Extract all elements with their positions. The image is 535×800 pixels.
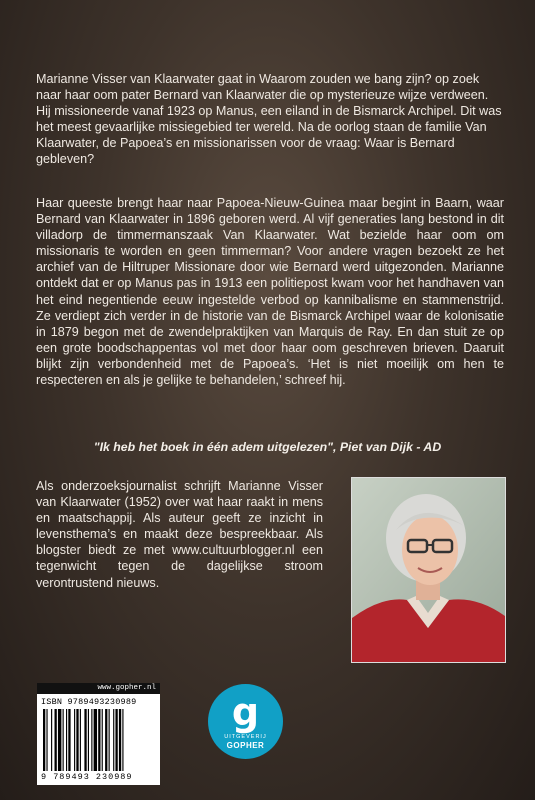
publisher-name-line1: UITGEVERIJ bbox=[224, 734, 267, 740]
barcode-bar bbox=[115, 709, 117, 771]
barcode-bar bbox=[51, 709, 52, 771]
barcode-bar bbox=[43, 709, 45, 771]
barcode-bar bbox=[113, 709, 114, 771]
barcode-bar bbox=[74, 709, 75, 771]
barcode-bar bbox=[119, 709, 121, 771]
barcode-bar bbox=[88, 709, 89, 771]
blurb-paragraph-2: Haar queeste brengt haar naar Papoea-Nieuw-Guinea maar begint in Baarn, waar Bernard van Klaarwater in 1896 geboren werd. Al vijf generaties lang bestond in dit villadorp de timmermanszaak Van Klaarwater. Wat bezielde haar oom om missionaris te worden en geen timmerman? Voor andere vragen bezoekt ze het archief van de Hiltruper Missionare door wie Bernard werd uitgezonden. Marianne ontdekt dat er op Manus pas in 1913 een politiepost kwam voor het handhaven van het eind negentiende eeuw ingestelde verbod op kannibalisme en stammenstrijd. Ze verdiept zich verder in de historie van de Bismarck Archipel waar de kolonisatie in 1879 begon met de zwendelpraktijken van Marquis de Ray. En dan stuit ze op een grote boodschappentas vol met door haar oom geschreven brieven. Daaruit blijkt zijn verbondenheid met de Papoea’s. ‘Het is niet moeilijk om hen te respecteren en als je gelijke te behandelen,’ schreef hij. bbox=[36, 196, 504, 388]
barcode-bar bbox=[58, 709, 61, 771]
barcode-bar bbox=[68, 709, 70, 771]
barcode-bar bbox=[105, 709, 107, 771]
author-photo bbox=[352, 478, 505, 662]
blurb-paragraph-1: Marianne Visser van Klaarwater gaat in Waarom zouden we bang zijn? op zoek naar haar oom pater Bernard van Klaarwater die op mysterieuze wijze verdween. Hij missioneerde vanaf 1923 op Manus, een eiland in de Bismarck Archipel. Dit was het meest gevaarlijke missiegebied ter wereld. Na de oorlog staan de familie Van Klaarwater, de Papoea’s en missionarissen voor de vraag: Waar is Bernard gebleven? bbox=[36, 72, 502, 167]
isbn-label: ISBN 9789493230989 bbox=[41, 697, 137, 707]
isbn-digits: 9 789493 230989 bbox=[41, 772, 133, 782]
barcode-bar bbox=[63, 709, 64, 771]
barcode-bar bbox=[102, 709, 103, 771]
publisher-website: www.gopher.nl bbox=[37, 683, 160, 694]
barcode-bar bbox=[55, 709, 57, 771]
barcode-bar bbox=[91, 709, 92, 771]
barcode-panel bbox=[37, 694, 160, 785]
barcode-bars bbox=[43, 709, 154, 771]
barcode bbox=[37, 683, 160, 785]
barcode-bar bbox=[46, 709, 47, 771]
publisher-logo bbox=[208, 684, 283, 759]
barcode-bar bbox=[66, 709, 67, 771]
barcode-bar bbox=[94, 709, 97, 771]
barcode-bar bbox=[76, 709, 78, 771]
barcode-bar bbox=[84, 709, 86, 771]
barcode-bar bbox=[109, 709, 110, 771]
barcode-bar bbox=[98, 709, 100, 771]
publisher-name-line2: GOPHER bbox=[226, 741, 265, 750]
author-bio: Als onderzoeksjournalist schrijft Marianne Visser van Klaarwater (1952) over wat haar raakt in mens en maatschappij. Als auteur geeft ze inzicht in levensthema’s en maakt deze bespreekbaar. Als blogster biedt ze met www.cultuurblogger.nl een tegenwicht tegen de dagelijkse stroom verontrustend nieuws. bbox=[36, 479, 323, 590]
review-quote: "Ik heb het boek in één adem uitgelezen", Piet van Dijk - AD bbox=[93, 440, 442, 454]
publisher-logo-glyph: g bbox=[231, 690, 260, 734]
barcode-bar bbox=[80, 709, 81, 771]
barcode-bar bbox=[122, 709, 123, 771]
